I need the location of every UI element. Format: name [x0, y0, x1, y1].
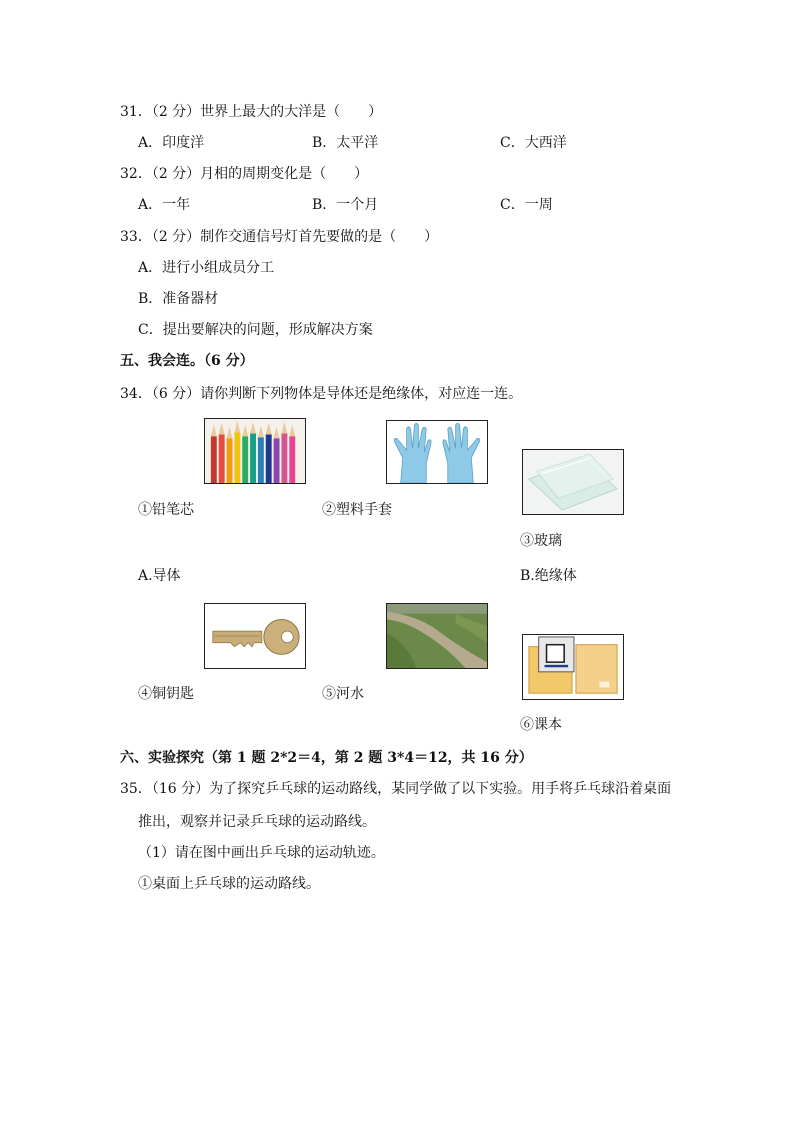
q33-stem: 33．（2 分）制作交通信号灯首先要做的是（ ）	[120, 229, 439, 245]
q33-option-a: A．进行小组成员分工	[138, 260, 275, 276]
q33-option-c: C．提出要解决的问题，形成解决方案	[138, 322, 373, 338]
q32-option-b: B．一个月	[312, 197, 379, 213]
category-conductor: A.导体	[138, 568, 181, 584]
q35-sub1-item1: ①桌面上乒乓球的运动路线。	[138, 876, 320, 892]
copper-key-image	[204, 603, 306, 669]
item-copper-key-label: ④铜钥匙	[138, 686, 194, 702]
river-water-image	[386, 603, 488, 669]
colored-pencils-image	[204, 418, 306, 484]
q32-option-c: C．一周	[500, 197, 553, 213]
q35-sub1: （1）请在图中画出乒乓球的运动轨迹。	[138, 845, 385, 861]
q34-stem: 34．（6 分）请你判断下列物体是导体还是绝缘体，对应连一连。	[120, 386, 523, 402]
q35-stem-line1: 35．（16 分）为了探究乒乓球的运动路线，某同学做了以下实验。用手将乒乓球沿着桌面	[120, 781, 672, 797]
item-glass-label: ③玻璃	[520, 533, 562, 549]
section-6-title: 六、实验探究（第 1 题 2*2＝4，第 2 题 3*4＝12，共 16 分）	[120, 750, 533, 766]
q33-option-b: B．准备器材	[138, 291, 219, 307]
q31-stem: 31．（2 分）世界上最大的大洋是（ ）	[120, 104, 383, 120]
q35-stem-line2: 推出，观察并记录乒乓球的运动路线。	[138, 814, 376, 830]
glass-sheets-image	[522, 449, 624, 515]
q32-option-a: A．一年	[138, 197, 191, 213]
q32-stem: 32．（2 分）月相的周期变化是（ ）	[120, 166, 369, 182]
q31-option-c: C．大西洋	[500, 135, 567, 151]
section-5-title: 五、我会连。（6 分）	[120, 353, 254, 369]
item-pencil-lead-label: ①铅笔芯	[138, 502, 194, 518]
item-plastic-gloves-label: ②塑料手套	[322, 502, 392, 518]
q31-option-b: B．太平洋	[312, 135, 379, 151]
item-textbook-label: ⑥课本	[520, 717, 562, 733]
item-river-water-label: ⑤河水	[322, 686, 364, 702]
textbook-image	[522, 634, 624, 700]
q31-option-a: A．印度洋	[138, 135, 205, 151]
category-insulator: B.绝缘体	[520, 568, 577, 584]
plastic-gloves-image	[386, 420, 488, 484]
